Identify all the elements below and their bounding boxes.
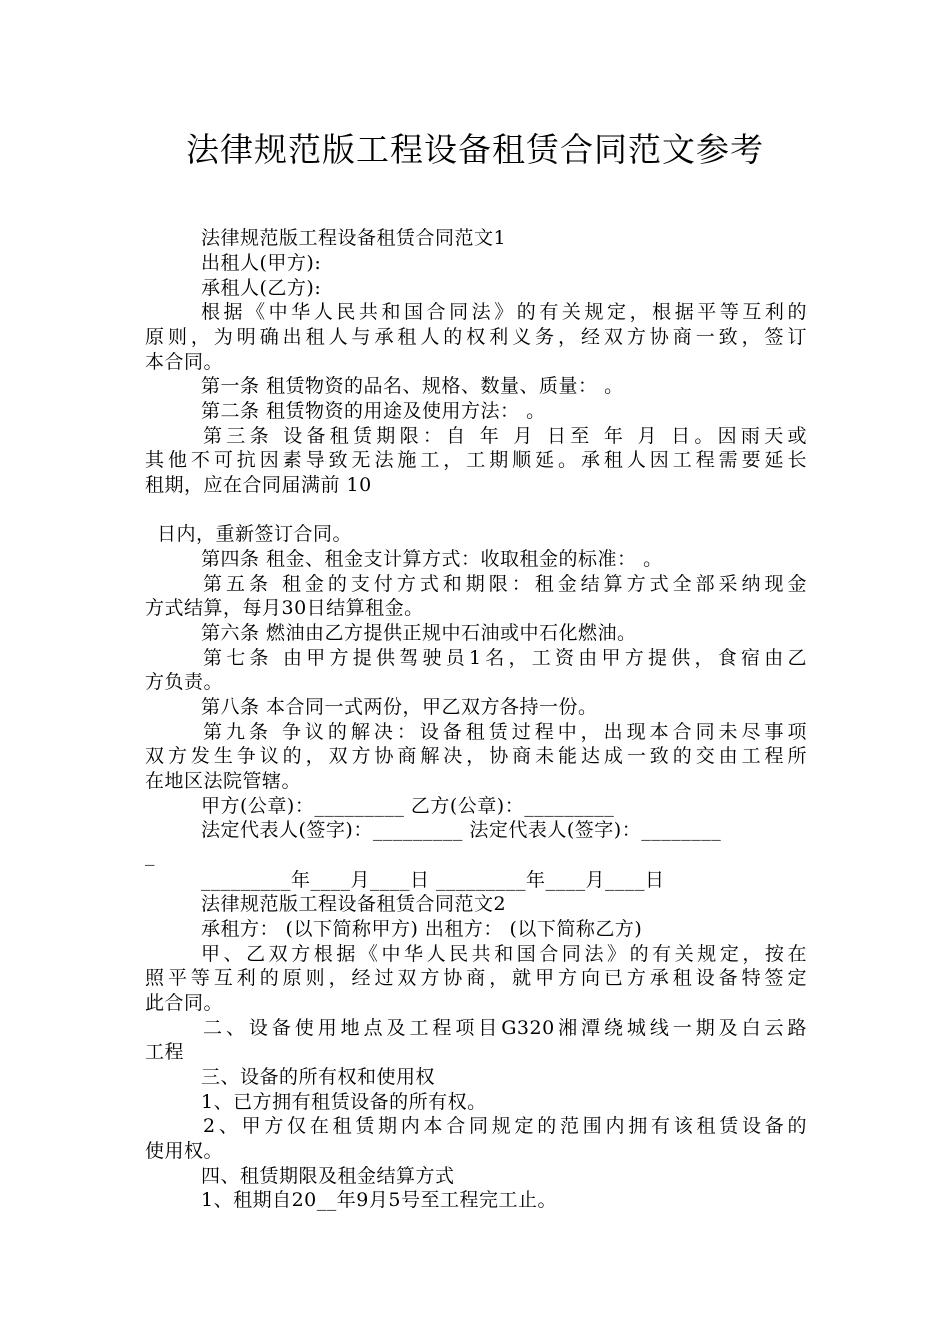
paragraph-line: 甲、乙双方根据《中华人民共和国合同法》的有关规定，按在 bbox=[201, 943, 807, 965]
section-heading-2: 法律规范版工程设备租赁合同范文2 bbox=[201, 893, 507, 915]
clause-3-2: 2、甲方仅在租赁期内本合同规定的范围内拥有该租赁设备的 bbox=[203, 1115, 807, 1137]
paragraph-line: 本合同。 bbox=[145, 351, 224, 373]
paragraph-line: 日内，重新签订合同。 bbox=[157, 523, 353, 545]
article-6: 第六条 燃油由乙方提供正规中石油或中石化燃油。 bbox=[201, 622, 637, 644]
article-2: 第二条 租赁物资的用途及使用方法： 。 bbox=[201, 400, 546, 422]
clause-4-1: 1、租期自20__年9月5号至工程完工止。 bbox=[201, 1189, 557, 1211]
article-8: 第八条 本合同一式两份，甲乙双方各持一份。 bbox=[201, 696, 598, 718]
clause-3-1: 1、已方拥有租赁设备的所有权。 bbox=[201, 1091, 487, 1113]
signature-date-line: _________年____月____日 _________年____月____日 bbox=[201, 869, 665, 891]
paragraph-line: 方负责。 bbox=[145, 671, 224, 693]
clause-3: 三、设备的所有权和使用权 bbox=[201, 1066, 436, 1088]
clause-4: 四、租赁期限及租金结算方式 bbox=[201, 1165, 455, 1187]
article-4: 第四条 租金、租金支计算方式：收取租金的标准： 。 bbox=[201, 548, 663, 570]
paragraph-line: 原则，为明确出租人与承租人的权利义务，经双方协商一致，签订 bbox=[145, 326, 807, 348]
paragraph-line: 工程 bbox=[145, 1041, 185, 1063]
paragraph-line: 使用权。 bbox=[145, 1140, 224, 1162]
paragraph-line: 双方发生争议的，双方协商解决，协商未能达成一致的交由工程所 bbox=[145, 745, 807, 767]
article-3: 第三条 设备租赁期限：自 年 月 日至 年 月 日。因雨天或 bbox=[203, 425, 807, 447]
article-1: 第一条 租赁物资的品名、规格、数量、质量： 。 bbox=[201, 375, 624, 397]
article-7: 第七条 由甲方提供驾驶员1名，工资由甲方提供，食宿由乙 bbox=[203, 647, 807, 669]
signature-rep-overflow: _ bbox=[145, 844, 155, 866]
signature-seal-line: 甲方(公章)：_________ 乙方(公章)：_________ bbox=[201, 795, 615, 817]
lessee-line: 承租人(乙方): bbox=[201, 277, 322, 299]
section-heading-1: 法律规范版工程设备租赁合同范文1 bbox=[201, 227, 507, 249]
lessor-line: 出租人(甲方): bbox=[201, 252, 322, 274]
clause-2: 二、设备使用地点及工程项目G320湘潭绕城线一期及白云路 bbox=[203, 1017, 807, 1039]
article-9: 第九条 争议的解决：设备租赁过程中，出现本合同未尽事项 bbox=[203, 721, 807, 743]
paragraph-line: 根据《中华人民共和国合同法》的有关规定，根据平等互利的 bbox=[201, 301, 807, 323]
paragraph-line: 方式结算，每月30日结算租金。 bbox=[145, 597, 424, 619]
article-5: 第五条 租金的支付方式和期限：租金结算方式全部采纳现金 bbox=[203, 573, 807, 595]
document-title: 法律规范版工程设备租赁合同范文参考 bbox=[186, 130, 764, 169]
paragraph-line: 租期，应在合同届满前 10 bbox=[145, 474, 372, 496]
paragraph-line: 在地区法院管辖。 bbox=[145, 770, 302, 792]
paragraph-line: 此合同。 bbox=[145, 992, 224, 1014]
paragraph-line: 照平等互利的原则，经过双方协商，就甲方向已方承租设备特签定 bbox=[145, 967, 807, 989]
signature-rep-line: 法定代表人(签字)：_________ 法定代表人(签字)：________ bbox=[201, 819, 722, 841]
parties-line: 承租方： (以下简称甲方) 出租方： (以下简称乙方) bbox=[201, 918, 643, 940]
paragraph-line: 其他不可抗因素导致无法施工，工期顺延。承租人因工程需要延长 bbox=[145, 449, 807, 471]
